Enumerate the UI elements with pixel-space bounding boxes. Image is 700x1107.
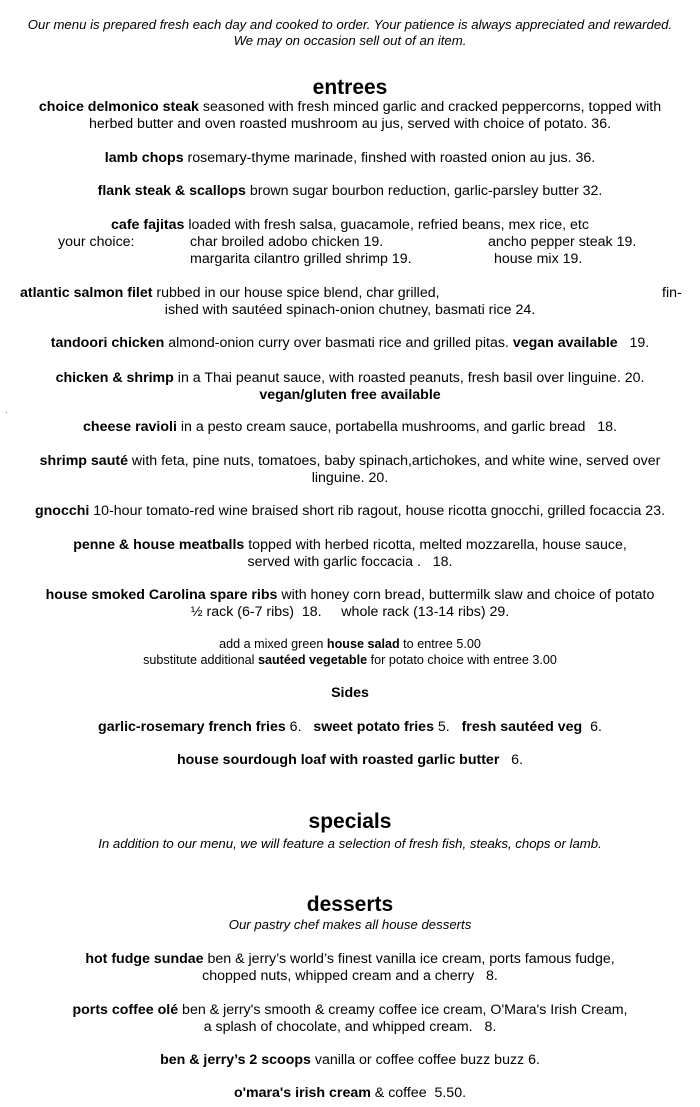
item-name: atlantic salmon filet <box>20 285 153 301</box>
item-desc: ben & jerry’s world’s finest vanilla ice cream, ports famous fudge, <box>203 951 615 967</box>
desserts-title: desserts <box>306 893 394 916</box>
item-desc: loaded with fresh salsa, guacamole, refried beans, mex rice, etc <box>184 217 589 233</box>
delmonico-item <box>0 99 700 133</box>
item-desc: served with garlic foccacia . 18. <box>247 554 453 570</box>
fajitas-item <box>0 217 700 234</box>
addon-text: for potato choice with entree 3.00 <box>367 653 557 667</box>
sides-row-2 <box>0 752 700 769</box>
sides-heading: Sides <box>331 685 369 701</box>
item-desc: rubbed in our house spice blend, char grilled, <box>152 285 440 301</box>
item-desc: topped with herbed ricotta, melted mozzarella, house sauce, <box>244 537 627 553</box>
sides-title <box>0 685 700 702</box>
item-name: shrimp sauté <box>39 453 128 469</box>
intro-line-1: Our menu is prepared fresh each day and cooked to order. Your patience is always appreciated and rewarded. <box>27 17 673 32</box>
item-name: ports coffee olé <box>72 1002 179 1018</box>
side-name: sweet potato fries <box>313 719 434 735</box>
desserts-subtitle: Our pastry chef makes all house desserts <box>228 917 472 932</box>
chicken-shrimp-item <box>0 370 700 404</box>
sundae-item <box>0 951 700 985</box>
irish-item <box>0 1085 700 1102</box>
item-desc: ben & jerry's smooth & creamy coffee ice cream, O'Mara's Irish Cream, <box>178 1002 628 1018</box>
item-desc: vanilla or coffee coffee buzz buzz 6. <box>310 1052 540 1068</box>
side-price: 6. <box>499 752 524 768</box>
item-desc: with honey corn bread, buttermilk slaw and choice of potato <box>277 587 655 603</box>
side-price: 5. <box>433 719 462 735</box>
scoops-item <box>0 1052 700 1069</box>
fajitas-option: house mix 19. <box>494 251 583 267</box>
shrimp-saute-item <box>0 453 700 487</box>
item-name: o'mara's irish cream <box>233 1085 371 1101</box>
item-name: flank steak & scallops <box>97 183 246 199</box>
intro-line-2: We may on occasion sell out of an item. <box>233 33 467 48</box>
vegan-gluten-note: vegan/gluten free available <box>259 387 441 403</box>
item-name: gnocchi <box>34 503 90 519</box>
specials-title: specials <box>308 810 392 833</box>
item-name: penne & house meatballs <box>73 537 245 553</box>
intro-note <box>0 17 700 49</box>
item-desc: seasoned with fresh minced garlic and cracked peppercorns, topped with <box>198 99 662 115</box>
ribs-item <box>0 587 700 621</box>
item-name: lamb chops <box>104 150 184 166</box>
item-name: cheese ravioli <box>83 419 177 435</box>
item-name: tandoori chicken <box>50 335 165 351</box>
item-name: cafe fajitas <box>111 217 185 233</box>
ravioli-item <box>0 419 700 436</box>
addon-text: add a mixed green <box>219 637 327 651</box>
flank-item <box>0 183 700 200</box>
salmon-line-1 <box>20 285 440 302</box>
tandoori-item <box>0 335 700 352</box>
side-name: fresh sautéed veg <box>461 719 583 735</box>
item-desc: with feta, pine nuts, tomatoes, baby spinach,artichokes, and white wine, served over <box>127 453 661 469</box>
addon-bold: house salad <box>326 637 400 651</box>
addon-text: to entree 5.00 <box>399 637 481 651</box>
item-desc: rosemary-thyme marinade, finshed with roasted onion au jus. 36. <box>183 150 596 166</box>
addons <box>0 636 700 668</box>
item-desc: ½ rack (6-7 ribs) 18. whole rack (13-14 ribs) 29. <box>190 604 510 620</box>
item-desc: linguine. 20. <box>311 470 389 486</box>
fajitas-choice-label: your choice: <box>58 234 135 250</box>
item-desc: 10-hour tomato-red wine braised short rib ragout, house ricotta gnocchi, grilled focaccia 23. <box>89 503 666 519</box>
item-desc: in a Thai peanut sauce, with roasted peanuts, fresh basil over linguine. 20. <box>173 370 645 386</box>
item-price: 19. <box>617 335 650 351</box>
item-name: choice delmonico steak <box>38 99 199 115</box>
item-desc: herbed butter and oven roasted mushroom au jus, served with choice of potato. 36. <box>88 116 612 132</box>
vegan-note: vegan available <box>512 335 618 351</box>
penne-item <box>0 537 700 571</box>
salmon-item <box>0 302 700 319</box>
gnocchi-item <box>0 503 700 520</box>
fajitas-option: margarita cilantro grilled shrimp 19. <box>190 251 412 267</box>
specials-desc: In addition to our menu, we will feature a selection of fresh fish, steaks, chops or lamb. <box>98 836 602 851</box>
salmon-line-1-end: fin- <box>662 285 682 301</box>
sides-row-1 <box>0 719 700 736</box>
item-desc: almond-onion curry over basmati rice and grilled pitas. <box>164 335 513 351</box>
item-desc: & coffee 5.50. <box>370 1085 467 1101</box>
item-desc: chopped nuts, whipped cream and a cherry 8. <box>202 968 498 984</box>
fajitas-option: char broiled adobo chicken 19. <box>190 234 384 250</box>
ole-item <box>0 1002 700 1036</box>
item-desc: in a pesto cream sauce, portabella mushrooms, and garlic bread 18. <box>176 419 617 435</box>
lamb-item <box>0 150 700 167</box>
addon-text: substitute additional <box>143 653 258 667</box>
stray-dot <box>6 412 7 413</box>
item-name: ben & jerry’s 2 scoops <box>160 1052 311 1068</box>
entrees-title: entrees <box>312 76 388 99</box>
side-name: garlic-rosemary french fries <box>98 719 286 735</box>
item-name: chicken & shrimp <box>55 370 174 386</box>
fajitas-option: ancho pepper steak 19. <box>488 234 637 250</box>
side-price: 6. <box>285 719 314 735</box>
item-desc: a splash of chocolate, and whipped cream. 8. <box>203 1019 497 1035</box>
side-name: house sourdough loaf with roasted garlic butter <box>176 752 500 768</box>
item-name: hot fudge sundae <box>85 951 204 967</box>
side-price: 6. <box>582 719 602 735</box>
addon-bold: sautéed vegetable <box>257 653 368 667</box>
item-desc: ished with sautéed spinach-onion chutney, basmati rice 24. <box>164 302 536 318</box>
item-desc: brown sugar bourbon reduction, garlic-parsley butter 32. <box>245 183 603 199</box>
item-name: house smoked Carolina spare ribs <box>45 587 278 603</box>
